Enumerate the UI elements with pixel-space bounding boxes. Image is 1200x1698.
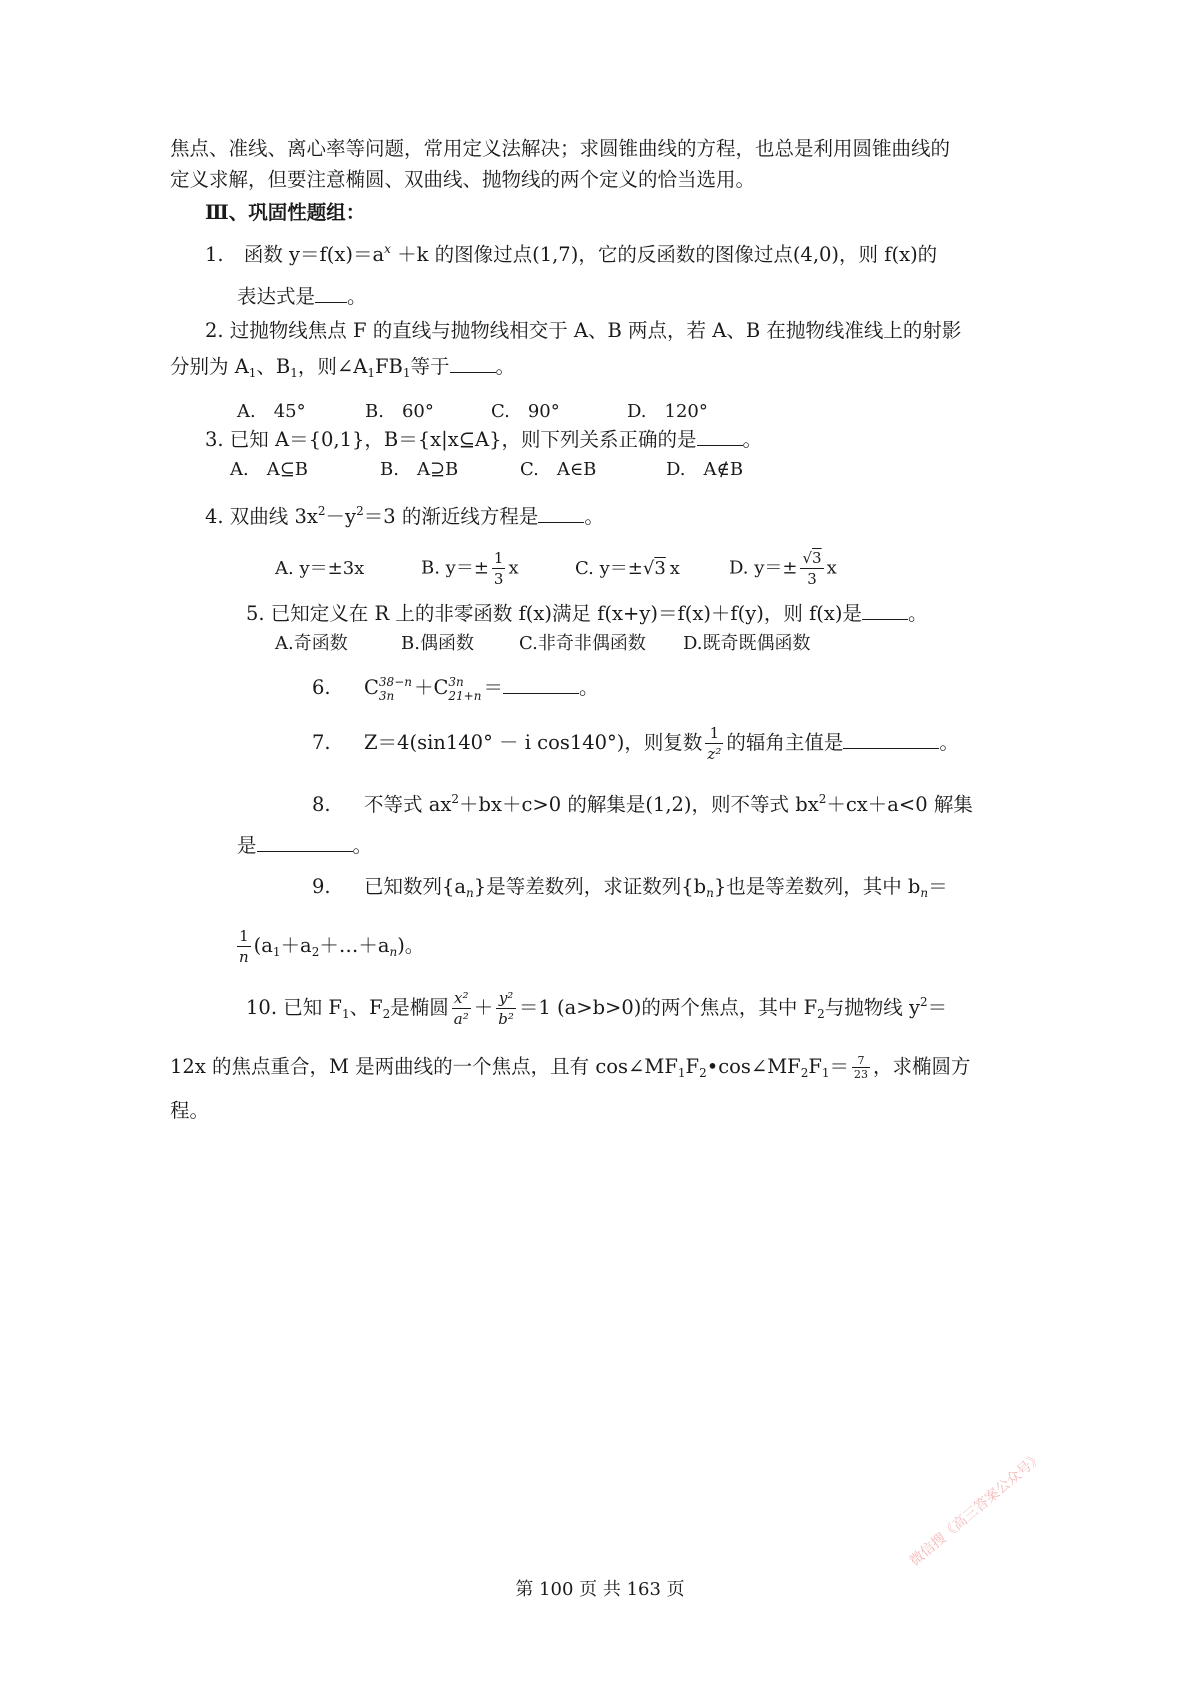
q2-text: FB xyxy=(374,355,403,378)
denominator: b² xyxy=(498,1010,514,1028)
denominator: a² xyxy=(453,1010,469,1028)
q9-text: 已知数列{a xyxy=(364,875,467,898)
q2-text: 、B xyxy=(256,355,291,378)
option-b-suffix: x xyxy=(508,557,519,579)
section-heading: Ⅲ、巩固性题组： xyxy=(205,201,366,224)
radicand: 3 xyxy=(812,549,822,567)
period: 。 xyxy=(495,355,516,378)
q9-text: )。 xyxy=(397,934,425,957)
watermark: 微信搜《高三答案公众号》 xyxy=(906,1449,1046,1570)
q8-text: ＋bx＋c>0 的解集是(1,2)，则不等式 bx xyxy=(458,793,819,816)
q2-sub: 1 xyxy=(367,366,375,380)
numerator: 1 xyxy=(493,549,504,567)
q2-sub: 1 xyxy=(248,366,257,380)
q10-sub: 2 xyxy=(800,1066,809,1080)
question-5-line-1 xyxy=(246,600,928,628)
upper-index: 38−n xyxy=(378,674,412,689)
question-1-prompt: 表达式是 xyxy=(237,285,316,308)
numerator: 1 xyxy=(705,723,723,744)
sqrt-symbol: √ xyxy=(642,557,655,579)
question-9-line-1 xyxy=(312,873,948,901)
q2-text: 分别为 A xyxy=(170,355,249,378)
question-10-line-2 xyxy=(170,1050,971,1084)
answer-blank[interactable] xyxy=(843,730,939,749)
q2-sub: 1 xyxy=(290,366,298,380)
denominator: 3 xyxy=(493,570,504,588)
q7-text: 的辐角主值是 xyxy=(726,731,844,754)
question-1-text-b: ＋k 的图像过点(1,7)，它的反函数的图像过点(4,0)，则 f(x)的 xyxy=(390,243,938,266)
q10-text: ＝1 (a>b>0)的两个焦点，其中 F xyxy=(518,996,818,1019)
q4-text: ＝3 的渐近线方程是 xyxy=(363,505,539,528)
q10-sub: 2 xyxy=(382,1007,391,1021)
fraction-x2-over-a2 xyxy=(452,988,471,1029)
q5-text: 5. 已知定义在 R 上的非零函数 f(x)满足 f(x+y)＝f(x)＋f(y)，则 f(x)是 xyxy=(246,602,863,625)
question-3-options xyxy=(230,456,743,484)
question-1-exponent: x xyxy=(384,242,391,256)
option-a[interactable]: A.奇函数 xyxy=(275,633,348,654)
q6-plus: ＋C xyxy=(413,676,449,699)
question-2-line-2 xyxy=(170,353,515,381)
q9-sub: n xyxy=(389,945,398,959)
question-1-line-2 xyxy=(237,283,367,311)
denominator: 3 xyxy=(807,570,817,588)
numerator: √3 xyxy=(802,549,822,567)
q9-text: ＋a xyxy=(280,934,312,957)
q10-text: F xyxy=(685,1055,700,1078)
lower-index: 3n xyxy=(378,688,395,703)
q10-text: 10. 已知 F xyxy=(246,996,342,1019)
q9-text: }也是等差数列，其中 b xyxy=(713,875,921,898)
radicand: 3 xyxy=(654,557,666,579)
option-b[interactable]: B. A⊇B xyxy=(380,459,459,480)
q7-text: Z＝4(sin140° － i cos140°)，则复数 xyxy=(364,731,703,754)
question-8-line-1 xyxy=(312,791,973,819)
fraction-one-third xyxy=(492,548,506,589)
option-d[interactable]: D.既奇既偶函数 xyxy=(683,633,811,654)
q8-text: 是 xyxy=(237,834,257,857)
q4-text: 4. 双曲线 3x xyxy=(205,505,318,528)
denominator: n xyxy=(239,948,249,966)
q9-sub: n xyxy=(706,886,714,900)
question-9-line-2 xyxy=(237,924,424,968)
answer-blank[interactable] xyxy=(257,833,353,852)
q9-sub: n xyxy=(920,886,929,900)
option-c-prefix: C. y＝± xyxy=(575,557,643,579)
period: 。 xyxy=(742,428,763,451)
q10-sub: 1 xyxy=(341,1007,350,1021)
q4-sup: 2 xyxy=(317,504,326,518)
q8-text: ＋cx＋a<0 解集 xyxy=(826,793,973,816)
intro-line-2: 定义求解，但要注意椭圆、双曲线、抛物线的两个定义的恰当选用。 xyxy=(170,168,756,191)
q10-text: F xyxy=(808,1055,822,1078)
option-d[interactable] xyxy=(729,548,837,589)
q4-sup: 2 xyxy=(356,504,364,518)
option-b[interactable] xyxy=(421,548,575,589)
question-8-number: 8. xyxy=(312,793,331,816)
fraction-1-over-z2 xyxy=(705,723,723,764)
numerator: y² xyxy=(496,988,516,1009)
intro-line-1: 焦点、准线、离心率等问题，常用定义法解决；求圆锥曲线的方程，也总是利用圆锥曲线的 xyxy=(170,137,951,160)
q10-text: ，求椭圆方 xyxy=(873,1055,971,1078)
option-d[interactable]: D. 120° xyxy=(627,401,708,422)
period: 。 xyxy=(578,676,599,699)
question-9-number: 9. xyxy=(312,875,331,898)
option-a[interactable]: A. 45° xyxy=(237,401,306,422)
q8-sup: 2 xyxy=(451,792,459,806)
q2-sub: 1 xyxy=(402,366,411,380)
question-10-line-3: 程。 xyxy=(170,1099,210,1122)
q10-sub: 1 xyxy=(821,1066,830,1080)
q10-sub: 2 xyxy=(699,1066,707,1080)
q10-text: 是椭圆 xyxy=(390,996,449,1019)
option-a[interactable]: A. A⊆B xyxy=(230,459,309,480)
q6-c: C xyxy=(364,676,379,699)
period: 。 xyxy=(908,602,928,625)
combination-1-indices xyxy=(379,675,412,703)
option-c[interactable]: C. A∈B xyxy=(520,459,597,480)
q9-sub: 1 xyxy=(272,945,281,959)
fraction-root3-over-3 xyxy=(800,548,823,589)
option-c[interactable] xyxy=(575,549,729,589)
question-1-number: 1. xyxy=(205,243,224,266)
q9-text: }是等差数列，求证数列{b xyxy=(473,875,707,898)
q9-sub: 2 xyxy=(311,945,320,959)
numerator: 1 xyxy=(237,926,251,947)
question-3-line-1 xyxy=(205,426,762,454)
q10-sup: 2 xyxy=(920,995,928,1009)
option-d[interactable]: D. A∉B xyxy=(666,459,744,480)
page-footer: 第 100 页 共 163 页 xyxy=(515,1579,685,1600)
q9-text: (a xyxy=(253,934,273,957)
lower-index: 21+n xyxy=(448,688,482,703)
question-4-line-1 xyxy=(205,503,604,531)
denominator: z² xyxy=(707,745,722,763)
numerator: 7 xyxy=(852,1054,870,1068)
question-1-text-a: 函数 y＝f(x)＝a xyxy=(243,243,385,266)
question-6-line-1 xyxy=(312,670,599,706)
question-5-options xyxy=(275,630,811,658)
q10-text: ＝ xyxy=(927,996,948,1019)
question-7-line-1 xyxy=(312,722,959,764)
q8-text: 不等式 ax xyxy=(364,793,452,816)
q8-sup: 2 xyxy=(818,792,827,806)
option-b-prefix: B. y＝± xyxy=(421,557,489,579)
q2-text: ，则∠A xyxy=(297,355,368,378)
answer-blank[interactable] xyxy=(538,504,584,523)
question-6-number: 6. xyxy=(312,676,331,699)
q6-eq: ＝ xyxy=(483,676,503,699)
numerator: x² xyxy=(452,988,471,1009)
q3-text: 3. 已知 A＝{0,1}，B＝{x|x⊆A}，则下列关系正确的是 xyxy=(205,428,697,451)
period: 。 xyxy=(352,834,373,857)
answer-blank[interactable] xyxy=(315,284,347,303)
q2-text: 等于 xyxy=(410,355,450,378)
combination-2-indices xyxy=(448,675,481,703)
answer-blank[interactable] xyxy=(862,601,908,620)
q9-sub: n xyxy=(466,886,474,900)
option-c[interactable]: C.非奇非偶函数 xyxy=(519,633,646,654)
q10-text: 12x 的焦点重合，M 是两曲线的一个焦点，且有 cos∠MF xyxy=(170,1055,678,1078)
option-c[interactable]: C. 90° xyxy=(491,401,560,422)
option-d-suffix: x xyxy=(826,557,837,579)
question-7-number: 7. xyxy=(312,731,331,754)
q10-text: ＝ xyxy=(829,1055,850,1078)
question-8-line-2 xyxy=(237,832,372,860)
q10-sub: 2 xyxy=(817,1007,825,1021)
question-1-line-1 xyxy=(205,241,937,269)
answer-blank[interactable] xyxy=(503,675,579,694)
option-b[interactable]: B.偶函数 xyxy=(401,633,474,654)
q10-text: 、F xyxy=(349,996,383,1019)
period: 。 xyxy=(939,731,959,754)
option-b[interactable]: B. 60° xyxy=(365,401,434,422)
upper-index: 3n xyxy=(448,674,464,689)
q10-text: •cos∠MF xyxy=(706,1055,801,1078)
option-d-prefix: D. y＝± xyxy=(729,557,798,579)
answer-blank[interactable] xyxy=(450,354,496,373)
option-a[interactable]: A. y＝±3x xyxy=(275,557,365,579)
q10-text: 与抛物线 y xyxy=(824,996,920,1019)
fraction-1-over-n xyxy=(237,926,251,967)
period: 。 xyxy=(584,505,604,528)
question-2-line-1: 2. 过抛物线焦点 F 的直线与抛物线相交于 A、B 两点，若 A、B 在抛物线准线上的射影 xyxy=(205,319,962,342)
period: 。 xyxy=(347,285,367,308)
q9-text: ＝ xyxy=(928,875,948,898)
question-10-line-1 xyxy=(246,986,947,1030)
q4-text: －y xyxy=(325,505,357,528)
q10-sub: 1 xyxy=(677,1066,686,1080)
option-c-suffix: x xyxy=(669,557,680,579)
answer-blank[interactable] xyxy=(697,427,743,446)
fraction-7-over-23 xyxy=(852,1054,870,1081)
question-2-options xyxy=(237,398,708,426)
denominator: 23 xyxy=(854,1068,869,1081)
question-4-options xyxy=(275,548,837,589)
q10-plus: ＋ xyxy=(473,996,494,1019)
q9-text: ＋…＋a xyxy=(319,934,390,957)
fraction-y2-over-b2 xyxy=(496,988,516,1029)
